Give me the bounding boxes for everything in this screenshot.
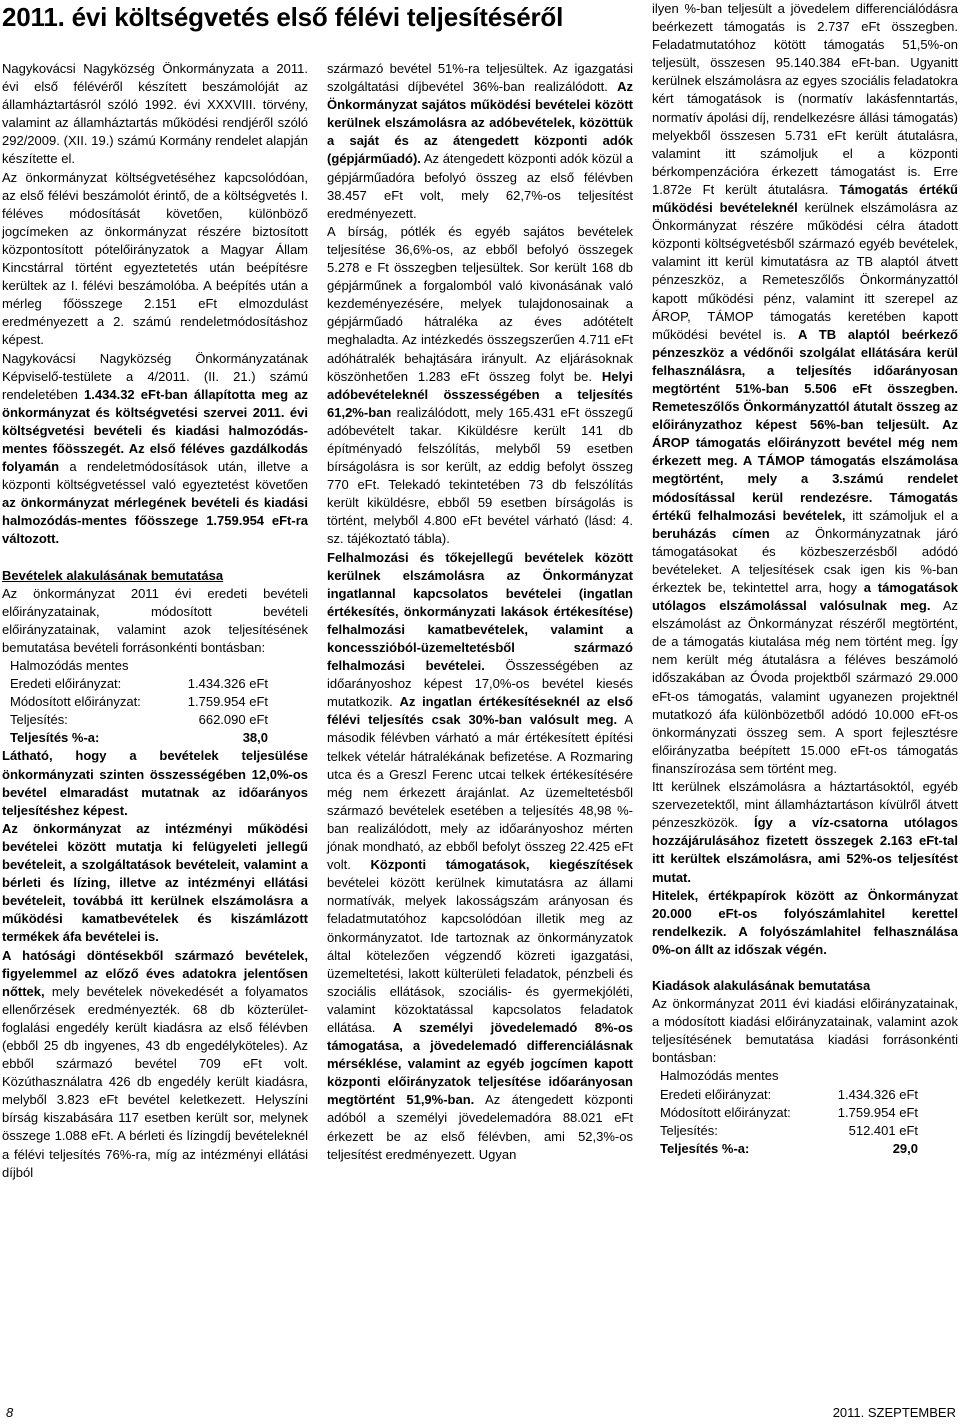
paragraph: Az önkormányzat az intézményi működési bevételei között mutatja ki felügyeleti jellegű bevételeit, a szolgáltatások bevételeit, valamint a bérleti és lízing, illetve az intézményi ellátási bevételeit, továbbá itt kerülnek elszámolásra a működési kamatbevételek és kiszámlázott termékek áfa bevételei is.	[2, 820, 308, 945]
table-row: Teljesítés: 662.090 eFt	[10, 712, 268, 728]
table-row: Teljesítés: 512.401 eFt	[660, 1122, 918, 1138]
paragraph: Az önkormányzat 2011 évi eredeti bevételi előirányzatainak, módosított bevételi előirányzatainak, valamint azok teljesítésének bemutatása bevételi forrásonkénti bontásban:	[2, 585, 308, 655]
page-title: 2011. évi költségvetés első félévi teljesítéséről	[2, 2, 564, 32]
section-heading: Kiadások alakulásának bemutatása	[652, 977, 871, 993]
column-1	[2, 60, 308, 1182]
paragraph: Nagykovácsi Nagyközség Önkormányzata a 2011. évi első félévéről készített beszámolóját az államháztartásról szóló 1992. évi XXXVIII. törvény, valamint az államháztartás működési rendjéről szóló 292/2009. (XII. 19.) számú Kormány rendelet alapján készítette el.	[2, 61, 308, 167]
paragraph: Az önkormányzat 2011 évi kiadási előirányzatainak, a módosított kiadási előirányzatainak, valamint azok teljesítésének bemutatása kiadási forrásonkénti bontásban:	[652, 996, 958, 1066]
paragraph: A bírság, pótlék és egyéb sajátos bevételek teljesítése 36,6%-os, az ebből befolyó összegek 5.278 e Ft összegben teljesültek. Sor került 168 db gépjárműnek a forgalomból való kivonásának való kezdeményezésére, melyek tulajdonosainak a gépjárműadó hátraléka az éves adótételt meghaladta. Az intézkedés összegszerűen 4.711 eFt adóhátralék behajtására irányult. Az eljárásoknak köszönhetően 1.283 eFt összeg folyt be. Helyi adóbevételeknél összességében a teljesítés 61,2%-ban realizálódott, mely 165.431 eFt összegű adóbevételt takar. Kiküldésre került 141 db építményadó felszólítás, melyből 59 esetben bírságolásra is sor került, az eddig befolyt összeg 770 eFt. Telekadó tekintetében 73 db felszólítás került kiküldésre, ebből 59 esetben bírságolás is történt, melyből 4.800 eFt bevétel várható (lásd: 4. sz. tájékoztató tábla).	[327, 223, 633, 547]
expense-table	[652, 1067, 958, 1157]
table-row: Eredeti előirányzat: 1.434.326 eFt	[10, 676, 268, 692]
column-2	[327, 60, 633, 1164]
column-3	[652, 0, 958, 1158]
paragraph: Az önkormányzat költségvetéséhez kapcsolódóan, az első félévi beszámolót érintő, de a költségvetés I. féléves módosítását követően, különböző jogcímeken az önkormányzat részére biztosított központosított pótelőirányzatok a Magyar Állam Kincstárral történt egyeztetetés után beépítésre kerültek az I. félévi beszámolóba. A beépítés után a mérleg főösszege 2.151 eFt elmozdulást eredményezett a 2. számú rendeletmódosításhoz képest.	[2, 169, 308, 348]
table-row: Teljesítés %-a: 29,0	[660, 1140, 918, 1156]
paragraph: Nagykovácsi Nagyközség Önkormányzatának Képviselő-testülete a 4/2011. (II. 21.) számú rendeletében 1.434.32 eFt-ban állapította meg az önkormányzat és költségvetési szervei 2011. évi költségvetési bevételi és kiadási halmozódás-mentes főösszegét. Az első féléves gazdálkodás folyamán a rendeletmódosítások után, illetve a központi költségvetéssel való egyeztetést követően az önkormányzat mérlegének bevételi és kiadási halmozódás-mentes főösszege 1.759.954 eFt-ra változott.	[2, 350, 308, 547]
table-header: Halmozódás mentes	[10, 658, 129, 673]
table-row: Módosított előirányzat: 1.759.954 eFt	[660, 1104, 918, 1120]
table-row: Teljesítés %-a: 38,0	[10, 730, 268, 746]
paragraph: A hatósági döntésekből származó bevételek, figyelemmel az előző éves adatokra jelentősen nőttek, mely bevételek növekedését a folyamatos ellenőrzések eredményezték. 68 db közterület-foglalási engedély került kiadásra az első félévben (ebből 25 db ingyenes, 43 db engedélyköteles). Az ebből származó bevétel 709 eFt volt. Közúthasználatra 426 db engedély került kiadásra, melyből 3.823 eFt bevétel keletkezett. Helyszíni bírság kiszabására 117 esetben került sor, melynek összege 1.088 eFt. A bérleti és lízingdíj bevételeknél a félévi teljesítés 76%-ra, míg az intézményi ellátási díjból	[2, 947, 308, 1180]
table-header: Halmozódás mentes	[660, 1068, 779, 1084]
paragraph: származó bevétel 51%-ra teljesültek. Az igazgatási szolgáltatási díjbevétel 36%-ban realizálódott. Az Önkormányzat sajátos működési bevételei között kerülnek elszámolásra az adóbevételek, közöttük a saját és az átengedett központi adók (gépjárműadó). Az átengedett központi adók közül a gépjárműadóra befolyó összeg az első félévben 38.457 eFt volt, mely 62,7%-os teljesítést eredményezett.	[327, 61, 633, 221]
paragraph: Hitelek, értékpapírok között az Önkormányzat 20.000 eFt-os folyószámlahitel kerettel rendelkezik. A folyószámlahitel felhasználása 0%-on állt az időszak végén.	[652, 887, 958, 957]
footer-date: 2011. SZEPTEMBER	[832, 1405, 956, 1420]
table-row: Eredeti előirányzat: 1.434.326 eFt	[660, 1086, 918, 1102]
paragraph: Itt kerülnek elszámolásra a háztartásoktól, egyéb szervezetektől, mint államháztartáson kívülről átvett pénzeszközök. Így a víz-csatorna utólagos hozzájárulásához fizetett összegek 2.163 eFt-tal itt kerültek elszámolásra, ami 52%-os teljesítést mutat.	[652, 779, 958, 885]
page-number: 8	[6, 1405, 14, 1420]
section-heading: Bevételek alakulásának bemutatása	[2, 567, 224, 583]
paragraph: ilyen %-ban teljesült a jövedelem differenciálódásra beérkezett támogatás is 2.737 eFt összegben. Feladatmutatóhoz kötött támogatás 51,5%-on teljesült, összesen 95.140.384 eFt-ban. Ugyanitt kerülnek elszámolásra az egyes szociális feladatokra kért támogatások is (normatív lakásfenntartás, normatív ápolási díj, rendelkezésre állási támogatás) melyekből összesen 5.731 eFt került átutalásra, valamint itt számoljuk el a központi bérkompenzációra érkezett támogatást is. Erre 1.872e Ft került átutalásra. Támogatás értékű működési bevételeknél kerülnek elszámolásra az Önkormányzat részére működési célra átadott központi költségvetésből származó egyéb bevételek, valamint itt kerül kimutatásra az TB alaptól átvett pénzeszköz, a Remeteszőlős Önkormányzattól kapott működési pénz, valamint itt szerepel az ÁROP, TÁMOP támogatás keretében kapott működési bevétel is. A TB alaptól beérkező pénzeszköz a védőnői szolgálat ellátására kerül felhasználásra, a teljesítés időarányosan megtörtént 51%-ban 5.506 eFt összegben. Remeteszőlős Önkormányzattól átutalt összeg az előirányzathoz képest 56%-ban teljesült. Az ÁROP támogatás előirányzott bevétel még nem érkezett meg. A TÁMOP támogatás elszámolása megtörtént, mely a 3.számú rendelet módosítással kerül rendezésre. Támogatás értékű felhalmozási bevételek, itt számoljuk el a beruházás címen az Önkormányzatnak járó támogatásokat és közbeszerzésből adódó bevételeket. A teljesítések csak igen kis %-ban érkeztek be, tekintettel arra, hogy a támogatások utólagos elszámolással valósulnak meg. Az elszámolást az Önkormányzat részéről megtörtént, de a támogatás kiutalása még nem történt meg. Így nem került még átutalásra a féléves beszámoló időszakában az Óvoda projektből származó 29.000 eFt-os támogatás, valamint ugyanezen projektnél mutatkozó áfa különbözetből adódó 10.000 eFt-os önkormányzati összeg sem. A sport fejlesztésre előirányzatba beépített 15.000 eFt-os támogatás finanszírozása sem történt meg.	[652, 1, 958, 776]
revenue-table	[2, 657, 308, 747]
paragraph: Látható, hogy a bevételek teljesülése önkormányzati szinten összességében 12,0%-os bevétel elmaradást mutatnak az időarányos teljesítéshez képest.	[2, 748, 308, 818]
paragraph: Felhalmozási és tőkejellegű bevételek között kerülnek elszámolásra az Önkormányzat ingatlannal kapcsolatos bevételei (ingatlan értékesítés, önkormányzati lakások értékesítése) felhalmozási kamatbevételek, valamint a koncesszióból-üzemeltetésből származó felhalmozási bevételei. Összességében az időarányoshoz képest 17,0%-os bevétel kiesés mutatkozik. Az ingatlan értékesítéseknél az első félévi teljesítés csak 30%-ban valósult meg. A második félévben várható a már értékesített építési telkek vételár hátralékának befizetése. A Rozmaring utca és a Greszl Ferenc utcai telkek értékesítésére még nem érkezett árajánlat. Az üzemeltetésből származó bevételek esetében a teljesítés 48,98 %-ban realizálódott, mely az időarányoshoz mérten jónak mondható, az ebből befolyt összeg 22.425 eFt volt. Központi támogatások, kiegészítések bevételei között kerülnek kimutatásra az állami normatívák, melyek lakosságszám arányosan és feladatmutatóhoz kapcsolódóan illetik meg az önkormányzatot. Ide tartoznak az önkormányzatok által kötelezően végzendő közreti igazgatási, üzemeltetési, lakott külterületi feladatok, pénzbeli és szociális ellátások, szociális- és gyermekjóléti, valamint közoktatással kapcsolatos feladatok ellátása. A személyi jövedelemadó 8%-os támogatása, a jövedelemadó differenciálásnak mérséklése, valamint az egyéb jogcímen kapott központi előirányzatok teljesítése időarányosan megtörtént 51,9%-ban. Az átengedett központi adóból a személyi jövedelemadóra 88.021 eFt érkezett be az első félévben, ami 52,3%-os teljesítést eredményezett. Ugyan	[327, 549, 634, 1162]
table-row: Módosított előirányzat: 1.759.954 eFt	[10, 694, 268, 710]
